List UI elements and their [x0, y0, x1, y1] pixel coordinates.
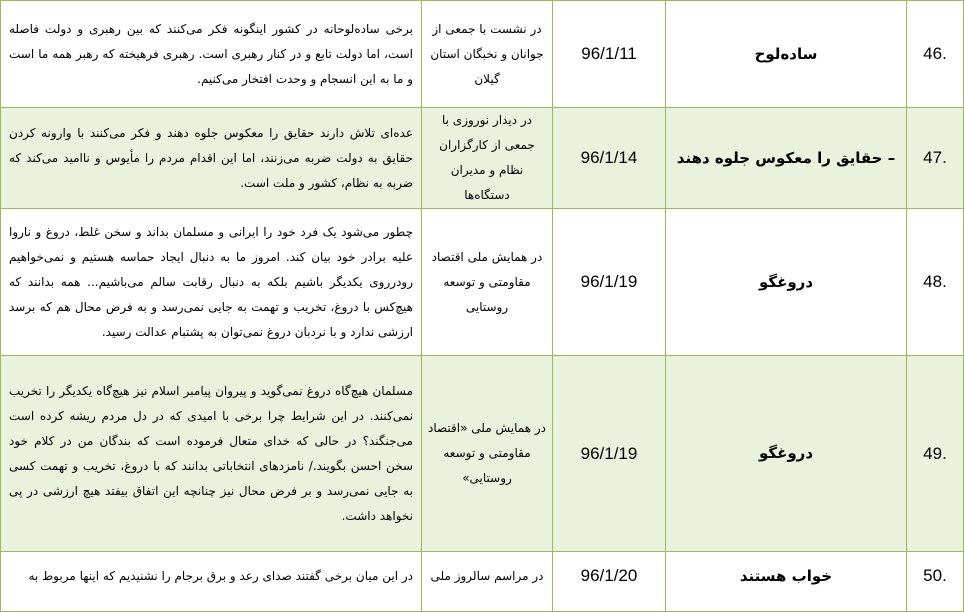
row-event: در دیدار نوروزی با جمعی از کارگزاران نظام و مدیران دستگاه‌ها [422, 108, 553, 209]
row-event: در همایش ملی «اقتصاد مقاومتی و توسعه روستایی» [422, 356, 553, 552]
table-row [1, 209, 964, 356]
table-row [1, 356, 964, 552]
row-quote: عده‌ای تلاش دارند حقایق را معکوس جلوه دهند و فکر می‌کنند با وارونه کردن حقایق به دولت ضربه می‌زنند، اما این اقدام مردم را مأیوس و ناامید می‌کند که ضربه به نظام، کشور و ملت است. [1, 108, 422, 209]
row-event: در مراسم سالروز ملی [422, 552, 553, 612]
row-event: در همایش ملی اقتصاد مقاومتی و توسعه روستایی [422, 209, 553, 356]
row-title: ساده‌لوح [666, 1, 907, 108]
row-event: در نشست با جمعی از جوانان و نخبگان استان گیلان [422, 1, 553, 108]
row-quote: مسلمان هیچ‌گاه دروغ نمی‌گوید و پیروان پیامبر اسلام نیز هیچ‌گاه یکدیگر را تخریب نمی‌کنند. در این شرایط چرا برخی با امیدی که در دل مردم ریشه کرده است می‌جنگند؟ در حالی که خدای متعال فرموده است که بندگان من در کلام خود سخن احسن بگویند./ نامزدهای انتخاباتی بدانند که با دروغ، تخریب و تهمت کسی به جایی نمی‌رسد و بر فرض محال نیز چنانچه این اتفاق بیفتد هیچ ارزشی در پی نخواهد داشت. [1, 356, 422, 552]
row-number: 48. [907, 209, 964, 356]
row-quote: چطور می‌شود یک فرد خود را ایرانی و مسلمان بداند و سخن غلط، دروغ و ناروا علیه برادر خود بیان کند. امروز ما به دنبال ایجاد حماسه هستیم و نمی‌خواهیم رودرروی یکدیگر باشیم بلکه به دنبال رقابت سالم می‌باشیم... همه بدانند که هیچ‌کس با دروغ، تخریب و تهمت به جایی نمی‌رسد و به فرض محال هم که برسد ارزشی ندارد و با نردبان دروغ نمی‌توان به پشتبام عدالت رسید. [1, 209, 422, 356]
row-title: خواب هستند [666, 552, 907, 612]
row-quote: در این میان برخی گفتند صدای رعد و برق برجام را نشنیدیم که اینها مربوط به [1, 552, 422, 612]
row-number: 49. [907, 356, 964, 552]
table-row [1, 1, 964, 108]
table-row [1, 108, 964, 209]
row-date: 96/1/20 [553, 552, 666, 612]
row-number: 46. [907, 1, 964, 108]
row-date: 96/1/19 [553, 209, 666, 356]
row-title: دروغگو [666, 356, 907, 552]
row-title: – حقایق را معکوس جلوه دهند [666, 108, 907, 209]
row-number: 50. [907, 552, 964, 612]
row-date: 96/1/14 [553, 108, 666, 209]
table-row [1, 552, 964, 612]
row-title: دروغگو [666, 209, 907, 356]
row-number: 47. [907, 108, 964, 209]
row-quote: برخی ساده‌لوحانه در کشور اینگونه فکر می‌کنند که بین رهبری و دولت فاصله است، اما دولت تابع و در کنار رهبری است. رهبری فرهیخته که رهبر همه ما است و ما به این انسجام و وحدت افتخار می‌کنیم. [1, 1, 422, 108]
row-date: 96/1/11 [553, 1, 666, 108]
row-date: 96/1/19 [553, 356, 666, 552]
